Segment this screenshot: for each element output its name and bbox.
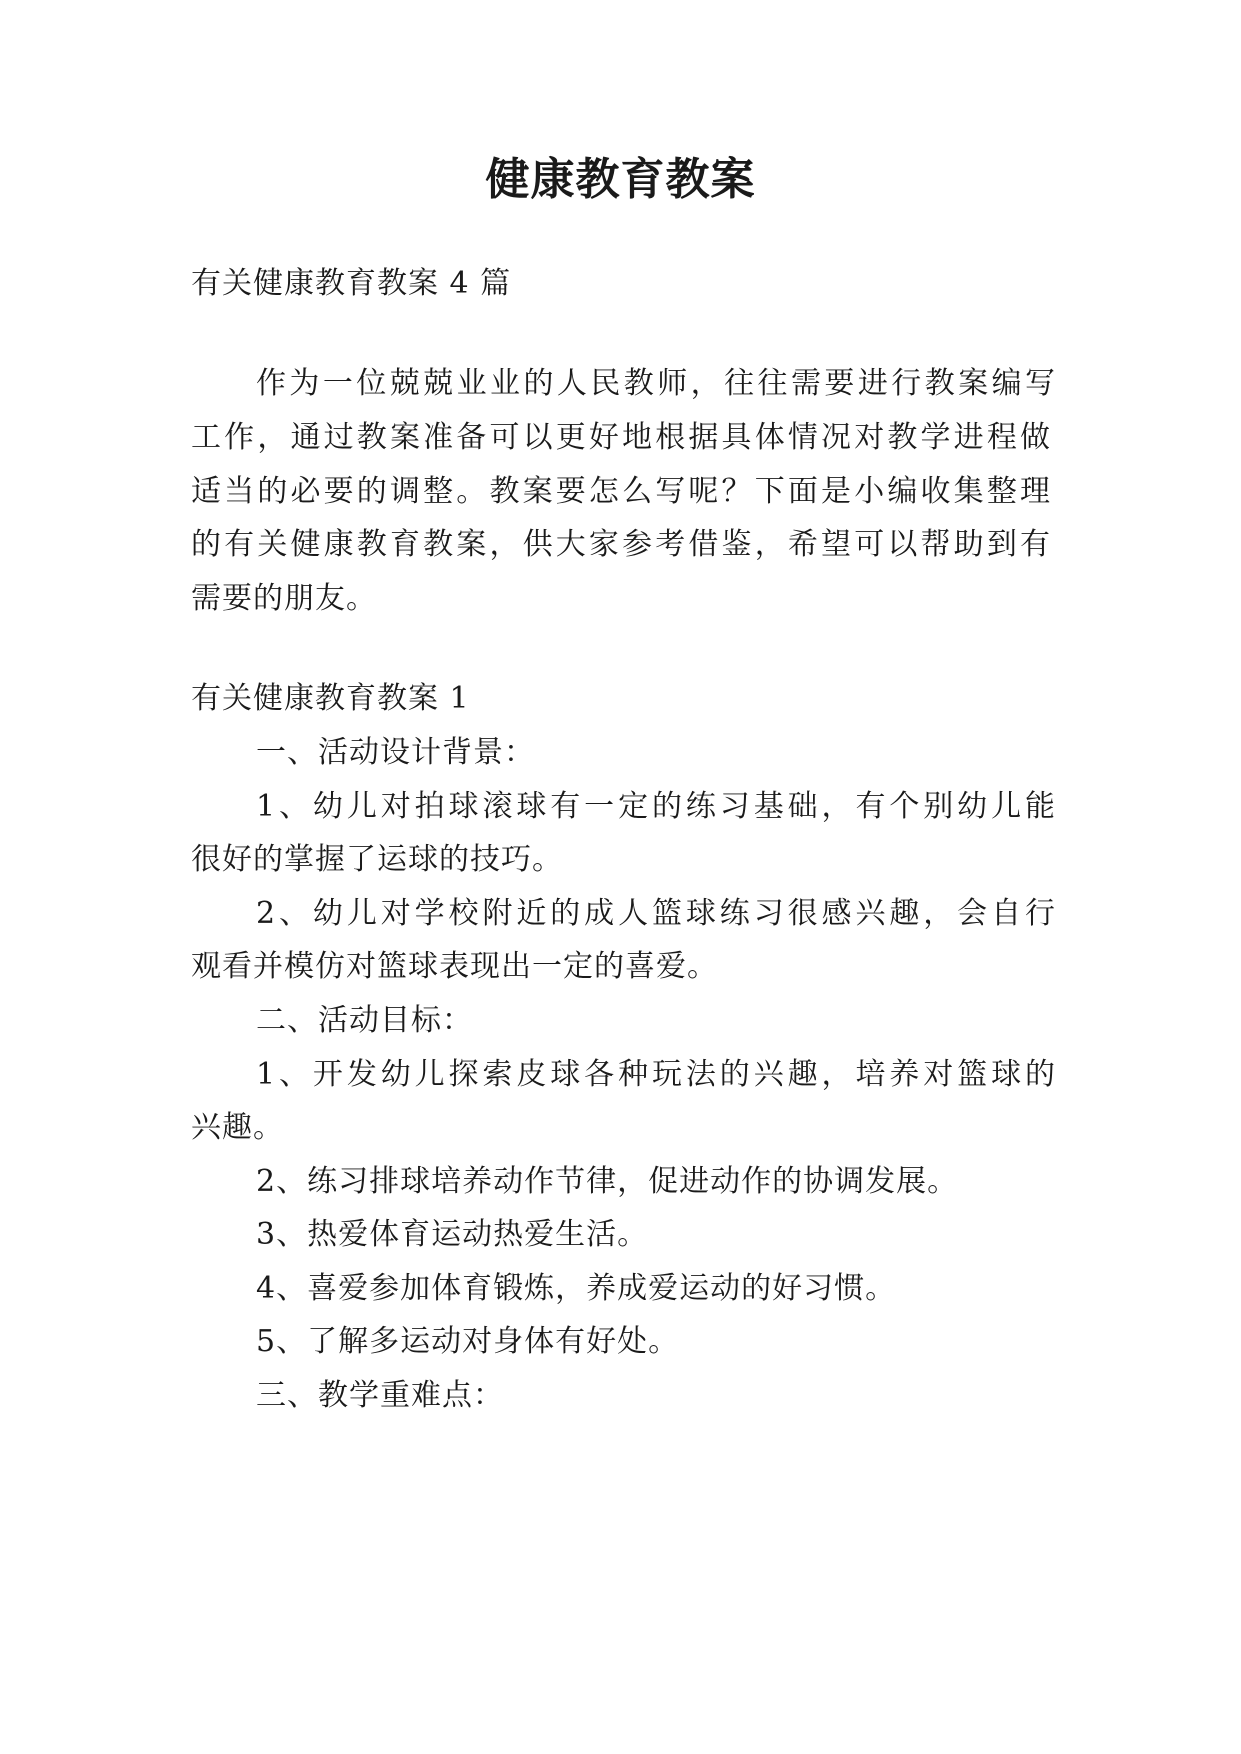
background-item-2-line-1: 2、幼儿对学校附近的成人篮球练习很感兴趣，会自行 [256,896,1056,931]
part2-heading: 二、活动目标： [256,1003,473,1038]
part3-heading: 三、教学重难点： [256,1378,504,1413]
part1-heading: 一、活动设计背景： [256,735,535,770]
intro-line-3: 适当的必要的调整。教案要怎么写呢？下面是小编收集整理 [191,474,1051,509]
goal-5: 5、了解多运动对身体有好处。 [256,1324,680,1359]
goal-1-line-1: 1、开发幼儿探索皮球各种玩法的兴趣，培养对篮球的 [256,1057,1056,1092]
background-item-1-line-2: 很好的掌握了运球的技巧。 [191,842,563,877]
intro-line-4: 的有关健康教育教案，供大家参考借鉴，希望可以帮助到有 [191,527,1051,562]
document-title: 健康教育教案 [485,154,756,205]
goal-2: 2、练习排球培养动作节律，促进动作的协调发展。 [256,1164,959,1199]
section-heading: 有关健康教育教案 1 [191,681,470,716]
background-item-1-line-1: 1、幼儿对拍球滚球有一定的练习基础，有个别幼儿能 [256,789,1056,824]
goal-3: 3、热爱体育运动热爱生活。 [256,1217,649,1252]
goal-1-line-2: 兴趣。 [191,1110,284,1145]
intro-line-1: 作为一位兢兢业业的人民教师，往往需要进行教案编写 [256,366,1056,401]
document-subtitle: 有关健康教育教案 4 篇 [191,266,512,301]
goal-4: 4、喜爱参加体育锻炼，养成爱运动的好习惯。 [256,1271,897,1306]
intro-line-2: 工作，通过教案准备可以更好地根据具体情况对教学进程做 [191,420,1051,455]
intro-line-5: 需要的朋友。 [191,581,377,616]
background-item-2-line-2: 观看并模仿对篮球表现出一定的喜爱。 [191,949,718,984]
